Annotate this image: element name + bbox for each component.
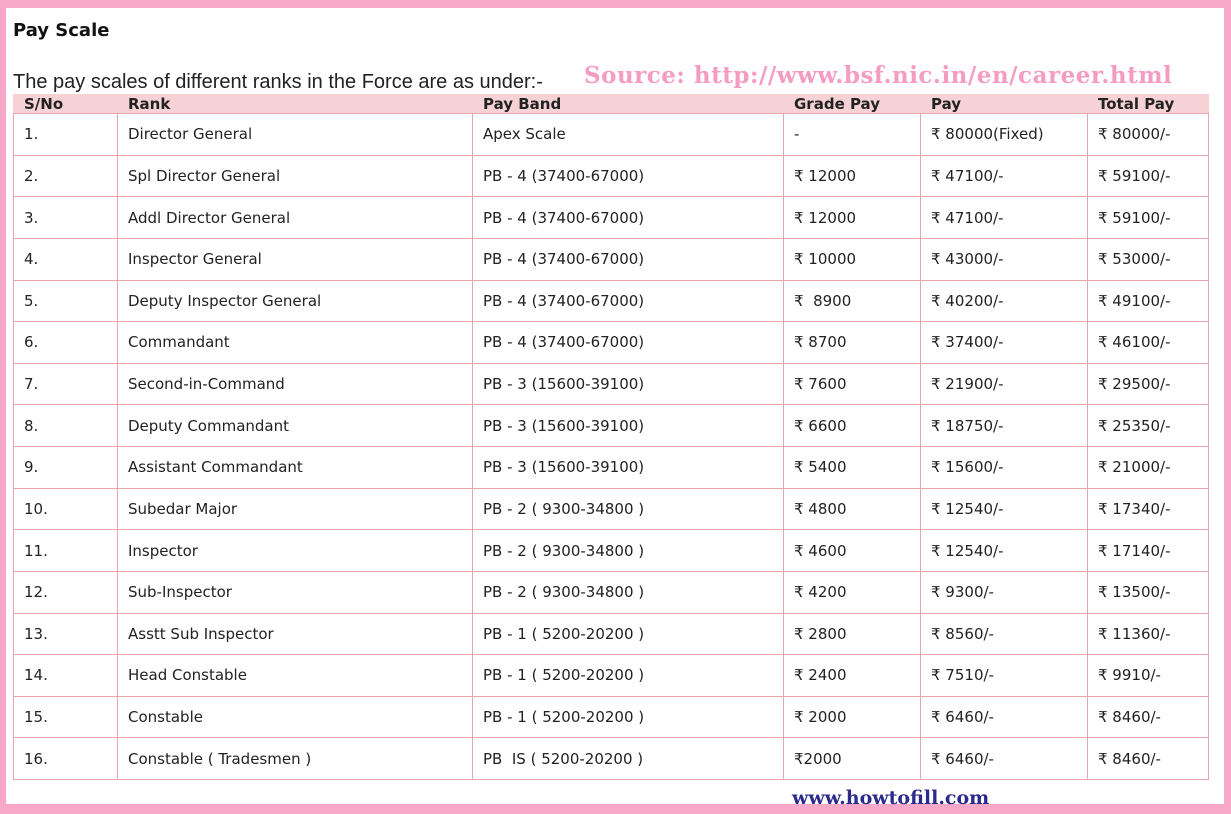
table-row bbox=[14, 197, 1209, 239]
cell-sno: 16. bbox=[14, 738, 118, 780]
cell-grade-pay: ₹ 2400 bbox=[784, 655, 921, 697]
cell-sno: 6. bbox=[14, 322, 118, 364]
cell-pay-band: PB - 4 (37400-67000) bbox=[473, 238, 784, 280]
table-header-row bbox=[14, 95, 1209, 114]
table-row bbox=[14, 155, 1209, 197]
cell-rank: Commandant bbox=[118, 322, 473, 364]
cell-total-pay: ₹ 80000/- bbox=[1088, 114, 1209, 156]
cell-total-pay: ₹ 8460/- bbox=[1088, 696, 1209, 738]
cell-rank: Head Constable bbox=[118, 655, 473, 697]
cell-rank: Inspector General bbox=[118, 238, 473, 280]
table-row bbox=[14, 696, 1209, 738]
pay-scale-table bbox=[13, 94, 1209, 780]
cell-pay-band: Apex Scale bbox=[473, 114, 784, 156]
cell-sno: 7. bbox=[14, 363, 118, 405]
cell-pay-band: PB - 4 (37400-67000) bbox=[473, 197, 784, 239]
cell-grade-pay: ₹ 8700 bbox=[784, 322, 921, 364]
cell-pay-band: PB - 1 ( 5200-20200 ) bbox=[473, 613, 784, 655]
cell-total-pay: ₹ 59100/- bbox=[1088, 155, 1209, 197]
page-title: Pay Scale bbox=[13, 20, 110, 41]
cell-total-pay: ₹ 13500/- bbox=[1088, 571, 1209, 613]
cell-pay: ₹ 47100/- bbox=[921, 197, 1088, 239]
header-grade-pay: Grade Pay bbox=[784, 95, 921, 114]
header-sno: S/No bbox=[14, 95, 118, 114]
cell-grade-pay: ₹ 10000 bbox=[784, 238, 921, 280]
cell-sno: 12. bbox=[14, 571, 118, 613]
cell-sno: 10. bbox=[14, 488, 118, 530]
cell-pay-band: PB - 3 (15600-39100) bbox=[473, 405, 784, 447]
cell-grade-pay: ₹ 2800 bbox=[784, 613, 921, 655]
table-row bbox=[14, 238, 1209, 280]
cell-total-pay: ₹ 11360/- bbox=[1088, 613, 1209, 655]
cell-pay: ₹ 8560/- bbox=[921, 613, 1088, 655]
source-label: Source: http://www.bsf.nic.in/en/career.html bbox=[584, 62, 1173, 89]
intro-text: The pay scales of different ranks in the Force are as under:- bbox=[13, 71, 543, 93]
cell-grade-pay: ₹ 4600 bbox=[784, 530, 921, 572]
cell-rank: Deputy Inspector General bbox=[118, 280, 473, 322]
watermark-text: www.howtofill.com bbox=[792, 787, 990, 809]
cell-total-pay: ₹ 17140/- bbox=[1088, 530, 1209, 572]
table-row bbox=[14, 322, 1209, 364]
cell-pay: ₹ 37400/- bbox=[921, 322, 1088, 364]
cell-pay-band: PB - 2 ( 9300-34800 ) bbox=[473, 488, 784, 530]
cell-sno: 13. bbox=[14, 613, 118, 655]
cell-sno: 11. bbox=[14, 530, 118, 572]
cell-rank: Director General bbox=[118, 114, 473, 156]
cell-pay-band: PB - 2 ( 9300-34800 ) bbox=[473, 530, 784, 572]
cell-grade-pay: ₹ 4800 bbox=[784, 488, 921, 530]
cell-rank: Asstt Sub Inspector bbox=[118, 613, 473, 655]
cell-grade-pay: - bbox=[784, 114, 921, 156]
header-total-pay: Total Pay bbox=[1088, 95, 1209, 114]
cell-grade-pay: ₹ 5400 bbox=[784, 447, 921, 489]
cell-rank: Spl Director General bbox=[118, 155, 473, 197]
cell-total-pay: ₹ 46100/- bbox=[1088, 322, 1209, 364]
table-row bbox=[14, 530, 1209, 572]
cell-rank: Constable ( Tradesmen ) bbox=[118, 738, 473, 780]
cell-rank: Assistant Commandant bbox=[118, 447, 473, 489]
header-pay: Pay bbox=[921, 95, 1088, 114]
table-body bbox=[14, 114, 1209, 780]
table-row bbox=[14, 363, 1209, 405]
cell-pay-band: PB - 4 (37400-67000) bbox=[473, 280, 784, 322]
cell-pay-band: PB - 3 (15600-39100) bbox=[473, 363, 784, 405]
cell-total-pay: ₹ 9910/- bbox=[1088, 655, 1209, 697]
cell-sno: 1. bbox=[14, 114, 118, 156]
cell-pay: ₹ 6460/- bbox=[921, 738, 1088, 780]
header-pay-band: Pay Band bbox=[473, 95, 784, 114]
cell-rank: Sub-Inspector bbox=[118, 571, 473, 613]
cell-total-pay: ₹ 59100/- bbox=[1088, 197, 1209, 239]
cell-sno: 5. bbox=[14, 280, 118, 322]
cell-pay: ₹ 9300/- bbox=[921, 571, 1088, 613]
cell-rank: Addl Director General bbox=[118, 197, 473, 239]
table-row bbox=[14, 655, 1209, 697]
cell-sno: 2. bbox=[14, 155, 118, 197]
table-row bbox=[14, 280, 1209, 322]
table-row bbox=[14, 405, 1209, 447]
cell-total-pay: ₹ 8460/- bbox=[1088, 738, 1209, 780]
cell-rank: Inspector bbox=[118, 530, 473, 572]
table-row bbox=[14, 571, 1209, 613]
cell-grade-pay: ₹ 4200 bbox=[784, 571, 921, 613]
cell-rank: Second-in-Command bbox=[118, 363, 473, 405]
content-panel bbox=[6, 8, 1224, 809]
cell-grade-pay: ₹ 6600 bbox=[784, 405, 921, 447]
cell-pay: ₹ 80000(Fixed) bbox=[921, 114, 1088, 156]
cell-sno: 8. bbox=[14, 405, 118, 447]
cell-grade-pay: ₹2000 bbox=[784, 738, 921, 780]
cell-pay: ₹ 12540/- bbox=[921, 488, 1088, 530]
cell-pay: ₹ 12540/- bbox=[921, 530, 1088, 572]
cell-sno: 9. bbox=[14, 447, 118, 489]
cell-total-pay: ₹ 29500/- bbox=[1088, 363, 1209, 405]
cell-pay: ₹ 7510/- bbox=[921, 655, 1088, 697]
table-row bbox=[14, 447, 1209, 489]
cell-pay: ₹ 40200/- bbox=[921, 280, 1088, 322]
cell-pay: ₹ 43000/- bbox=[921, 238, 1088, 280]
cell-pay: ₹ 18750/- bbox=[921, 405, 1088, 447]
cell-pay: ₹ 6460/- bbox=[921, 696, 1088, 738]
cell-pay: ₹ 21900/- bbox=[921, 363, 1088, 405]
cell-total-pay: ₹ 17340/- bbox=[1088, 488, 1209, 530]
cell-pay: ₹ 15600/- bbox=[921, 447, 1088, 489]
table-row bbox=[14, 488, 1209, 530]
cell-pay-band: PB - 4 (37400-67000) bbox=[473, 322, 784, 364]
cell-pay-band: PB - 3 (15600-39100) bbox=[473, 447, 784, 489]
cell-grade-pay: ₹ 8900 bbox=[784, 280, 921, 322]
cell-grade-pay: ₹ 12000 bbox=[784, 155, 921, 197]
cell-grade-pay: ₹ 7600 bbox=[784, 363, 921, 405]
table-row bbox=[14, 613, 1209, 655]
cell-rank: Deputy Commandant bbox=[118, 405, 473, 447]
cell-total-pay: ₹ 53000/- bbox=[1088, 238, 1209, 280]
cell-pay-band: PB - 4 (37400-67000) bbox=[473, 155, 784, 197]
cell-sno: 4. bbox=[14, 238, 118, 280]
cell-sno: 3. bbox=[14, 197, 118, 239]
cell-pay-band: PB - 1 ( 5200-20200 ) bbox=[473, 696, 784, 738]
cell-grade-pay: ₹ 12000 bbox=[784, 197, 921, 239]
table-row bbox=[14, 738, 1209, 780]
cell-total-pay: ₹ 49100/- bbox=[1088, 280, 1209, 322]
cell-total-pay: ₹ 25350/- bbox=[1088, 405, 1209, 447]
header-rank: Rank bbox=[118, 95, 473, 114]
cell-pay: ₹ 47100/- bbox=[921, 155, 1088, 197]
cell-grade-pay: ₹ 2000 bbox=[784, 696, 921, 738]
cell-rank: Subedar Major bbox=[118, 488, 473, 530]
cell-sno: 14. bbox=[14, 655, 118, 697]
cell-sno: 15. bbox=[14, 696, 118, 738]
cell-pay-band: PB - 1 ( 5200-20200 ) bbox=[473, 655, 784, 697]
cell-pay-band: PB IS ( 5200-20200 ) bbox=[473, 738, 784, 780]
cell-rank: Constable bbox=[118, 696, 473, 738]
cell-pay-band: PB - 2 ( 9300-34800 ) bbox=[473, 571, 784, 613]
cell-total-pay: ₹ 21000/- bbox=[1088, 447, 1209, 489]
table-row bbox=[14, 114, 1209, 156]
